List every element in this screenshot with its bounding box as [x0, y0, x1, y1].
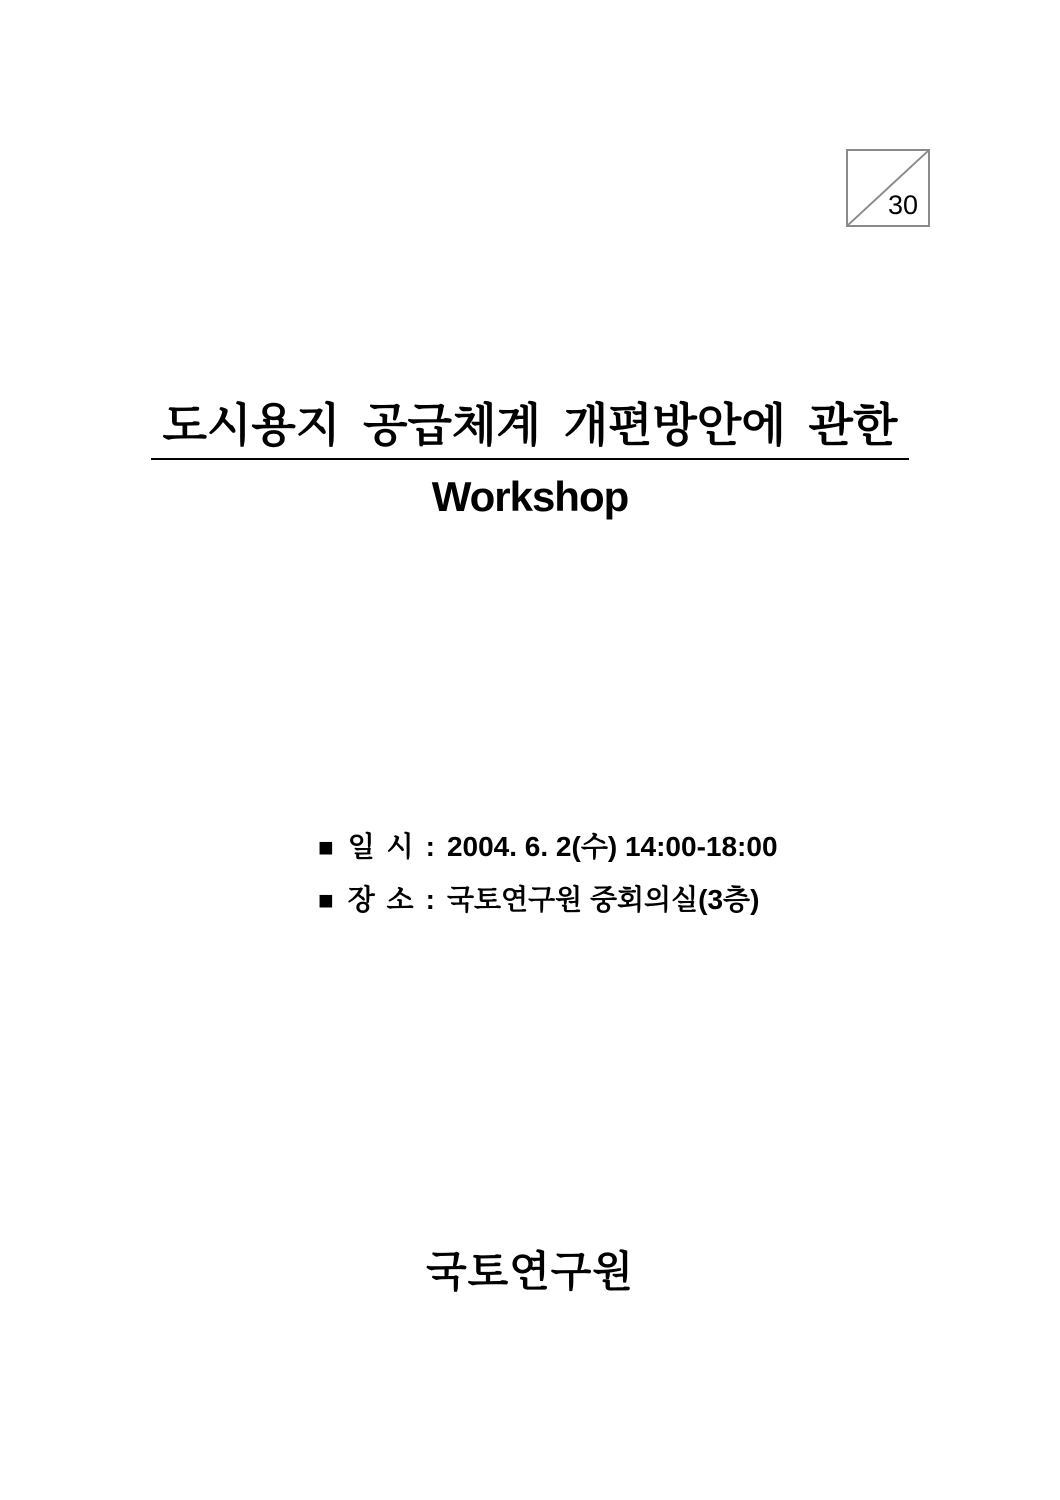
detail-label-date: 일 시	[347, 831, 416, 862]
event-details	[318, 833, 778, 914]
organization-logotype: 국토연구원	[426, 1248, 634, 1295]
detail-line-date	[318, 833, 778, 861]
square-bullet-icon: ■	[318, 832, 334, 862]
page-subtitle: Workshop	[431, 472, 629, 520]
detail-separator: :	[425, 831, 435, 862]
page-number: 30	[887, 190, 918, 220]
detail-value-date: 2004. 6. 2(수) 14:00-18:00	[446, 831, 778, 862]
page-number-stamp	[846, 149, 930, 227]
detail-line-place	[318, 886, 778, 914]
square-bullet-icon: ■	[318, 885, 334, 915]
detail-label-place: 장 소	[347, 884, 416, 915]
detail-value-place: 국토연구원 중회의실(3층)	[446, 884, 760, 915]
detail-separator: :	[425, 884, 435, 915]
title-block	[0, 400, 1060, 518]
page-title: 도시용지 공급체계 개편방안에 관한	[162, 399, 898, 451]
title-underline	[151, 400, 910, 460]
